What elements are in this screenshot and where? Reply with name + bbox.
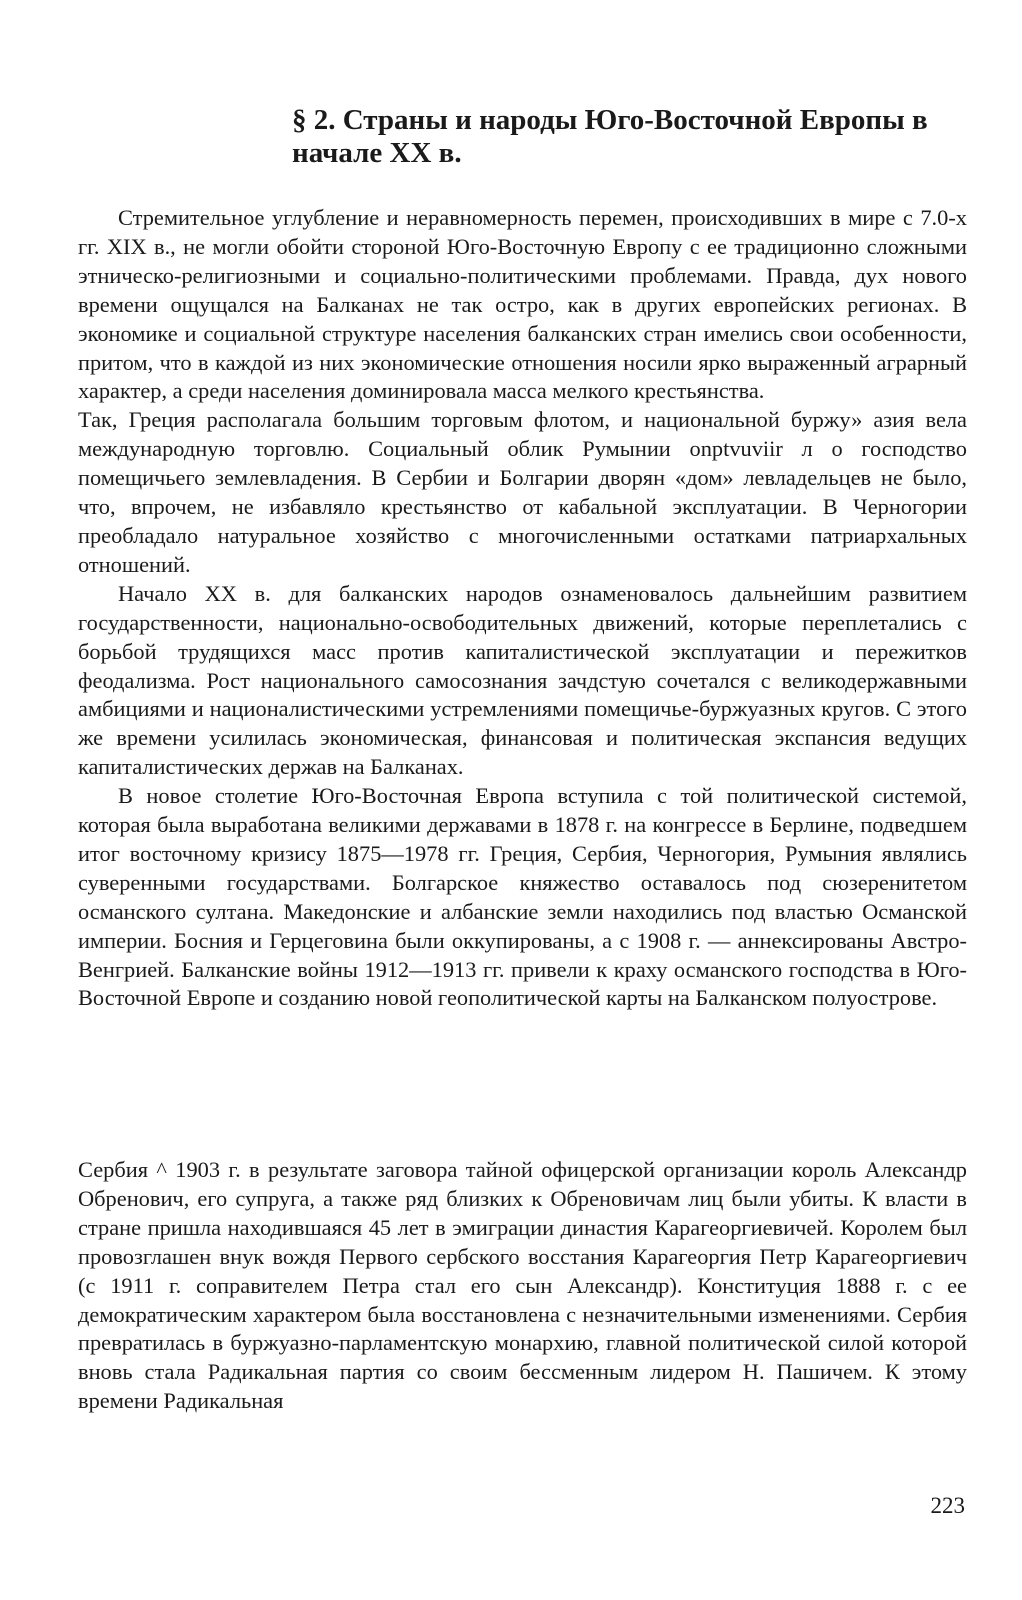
paragraph-intro: Стремительное углубление и неравномерность перемен, происходивших в мире с 7.0-х гг. XIX в., не могли обойти стороной Юго-Восточную Европу с ее традиционно сложными этническо-религиозными и социально-политическими проблемами. Правда, дух нового времени ощущался на Балканах не так остро, как в других европейских регионах. В экономике и социальной структуре населения балканских стран имелись свои особенности, притом, что в каждой из них экономические отношения носили ярко выраженный аграрный характер, а среди населения доминировала масса мелкого крестьянства. <box>78 205 967 404</box>
text-block-main <box>78 204 967 1013</box>
paragraph-berlin-system: В новое столетие Юго-Восточная Европа вступила с той политической системой, которая была выработана великими державами в 1878 г. на конгрессе в Берлине, подведшем итог восточному кризису 1875—1978 гг. Греция, Сербия, Черногория, Румыния являлись суверенными государствами. Болгарское княжество оставалось под сюзеренитетом османского султана. Македонские и албанские земли находились под властью Османской империи. Босния и Герцеговина были оккупированы, а с 1908 г. — аннексированы Австро-Венгрией. Балканские войны 1912—1913 гг. привели к краху османского господства в Юго-Восточной Европе и созданию новой геополитической карты на Балканском полуострове. <box>78 783 967 1011</box>
paragraph-countries-economy: Так, Греция располагала большим торговым флотом, и национальной буржу» азия вела международную торговлю. Социальный облик Румынии onptvuviir л о господство помещичьего землевладения. В Сербии и Болгарии дворян «дом» левладельцев не было, что, впрочем, не избавляло крестьянство от кабальной эксплуатации. В Черногории преобладало натуральное хозяйство с многочисленными остатками патриархальных отношений. <box>78 407 967 577</box>
paragraph-early-20th-century: Начало XX в. для балканских народов ознаменовалось дальнейшим развитием государственности, национально-освободительных движений, которые переплетались с борьбой трудящихся масс против капиталистической эксплуатации и пережитков феодализма. Рост национального самосознания зачдстую сочетался с великодержавными амбициями и националистическими устремлениями помещичье-буржуазных кругов. С этого же времени усилилась экономическая, финансовая и политическая экспансия ведущих капиталистических держав на Балканах. <box>78 580 967 780</box>
text-block-serbia <box>78 1156 967 1416</box>
section-heading: § 2. Страны и народы Юго-Восточной Европы в начале XX в. <box>292 104 928 169</box>
paragraph-serbia: Сербия ^ 1903 г. в результате заговора тайной офицерской организации король Александр Обренович, его супруга, а также ряд близких к Обреновичам лиц были убиты. К власти в стране пришла находившаяся 45 лет в эмиграции династия Карагеоргиевичей. Королем был провозглашен внук вождя Первого сербского восстания Карагеоргия Петр Карагеоргиевич (с 1911 г. соправителем Петра стал его сын Александр). Конституция 1888 г. с ее демократическим характером была восстановлена с незначительными изменениями. Сербия превратилась в буржуазно-парламентскую монархию, главной политической силой которой вновь стала Радикальная партия со своим бессменным лидером Н. Пашичем. К этому времени Радикальная <box>78 1157 967 1414</box>
page-number: 223 <box>930 1493 965 1518</box>
